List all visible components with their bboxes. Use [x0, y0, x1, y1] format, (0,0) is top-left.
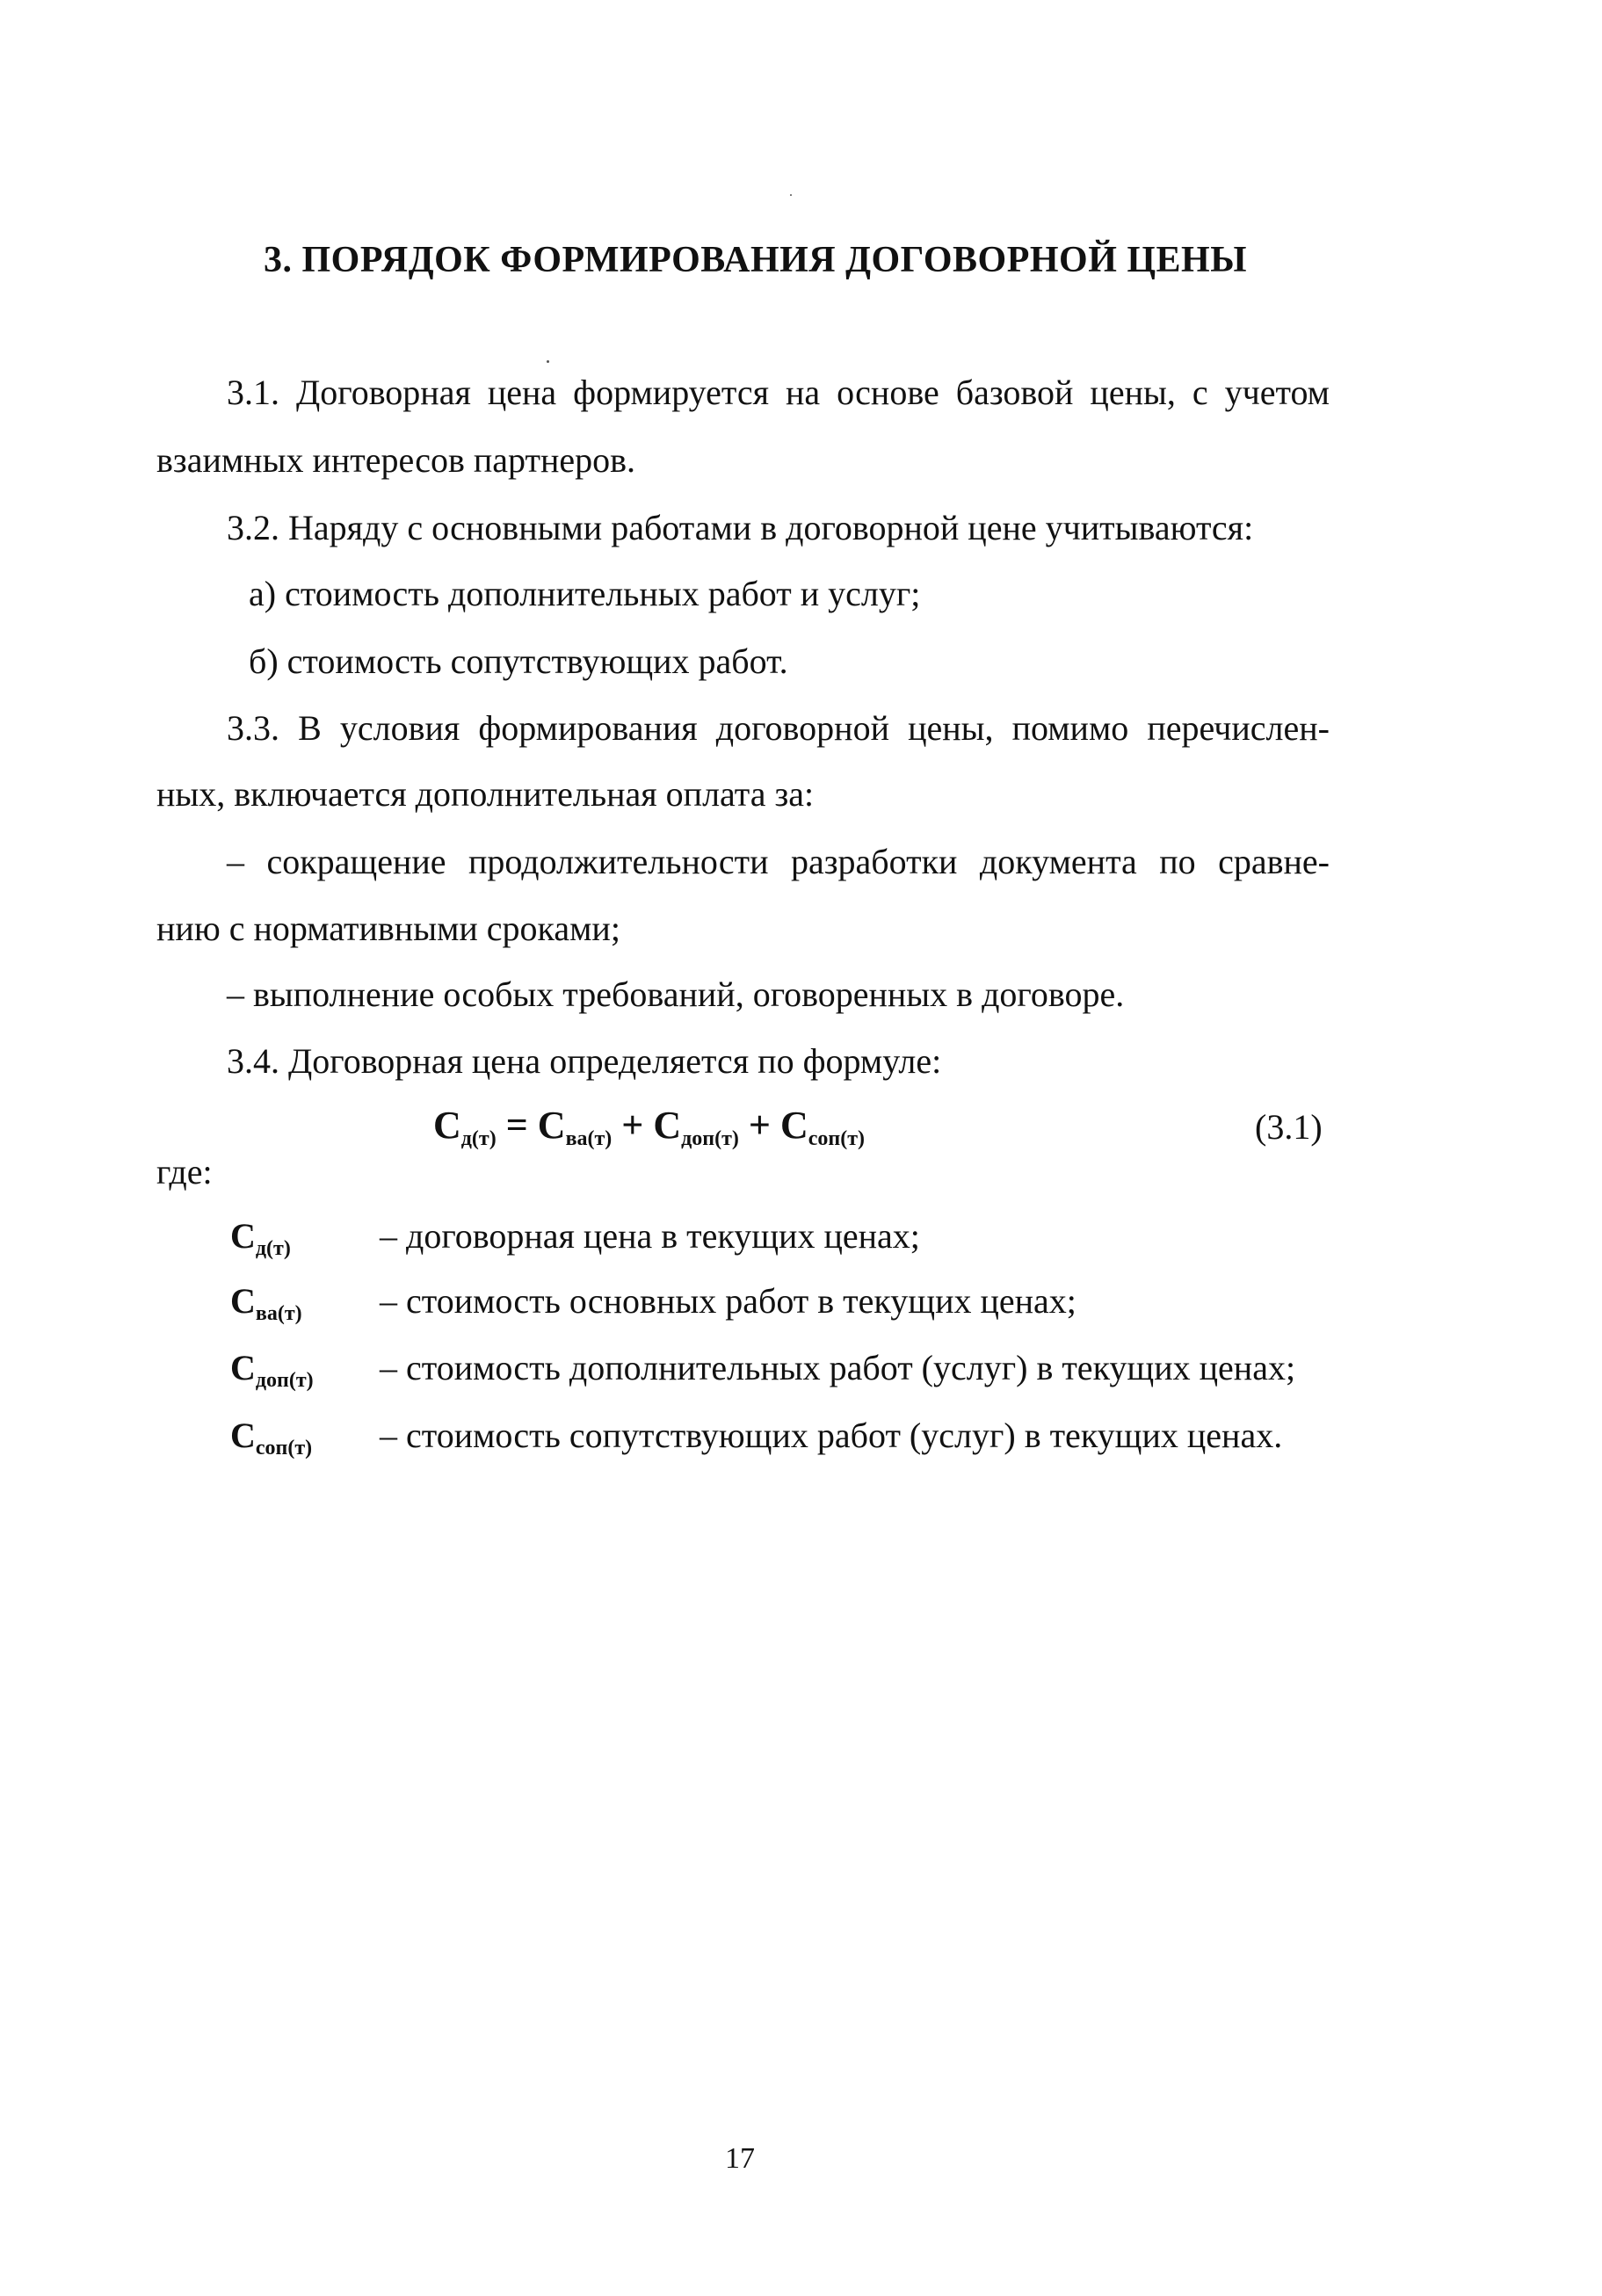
- paragraph-3-2: 3.2. Наряду с основными работами в договорной цене учитываются:: [227, 508, 1254, 547]
- section-heading: 3. ПОРЯДОК ФОРМИРОВАНИЯ ДОГОВОРНОЙ ЦЕНЫ: [264, 240, 1247, 280]
- formula-lhs: $С_{д(т)}$: [433, 1104, 497, 1150]
- formula-term-2: $С_{доп(т)}$: [653, 1104, 739, 1150]
- definition-text: – стоимость основных работ в текущих ценах;: [380, 1281, 1076, 1321]
- paragraph-3-3-line-1: 3.3. В условия формирования договорной цены, помимо перечислен-: [227, 708, 1330, 748]
- page-number: 17: [725, 2142, 755, 2175]
- formula-number: (3.1): [1255, 1107, 1323, 1147]
- formula-plus: +: [612, 1104, 654, 1147]
- definition-symbol: $С_{д(т)}$: [230, 1216, 291, 1260]
- dash-item-1-line-1: – сокращение продолжительности разработки документа по сравне-: [227, 842, 1330, 881]
- definition-text: – договорная цена в текущих ценах;: [380, 1216, 920, 1256]
- formula-equals: =: [496, 1104, 538, 1147]
- paragraph-3-1-line-2: взаимных интересов партнеров.: [156, 440, 636, 480]
- scan-speck: [547, 360, 549, 363]
- scan-speck: [790, 194, 792, 196]
- definition-symbol: $С_{доп(т)}$: [230, 1348, 314, 1392]
- paragraph-3-4: 3.4. Договорная цена определяется по формуле:: [227, 1041, 942, 1081]
- definition-text: – стоимость дополнительных работ (услуг) в текущих ценах;: [380, 1348, 1296, 1387]
- definition-symbol: $С_{соп(т)}$: [230, 1416, 313, 1459]
- list-item-a: а) стоимость дополнительных работ и услуг;: [249, 574, 921, 613]
- formula-term-1: $С_{ва(т)}$: [537, 1104, 613, 1150]
- paragraph-3-3-line-2: ных, включается дополнительная оплата за:: [156, 774, 815, 814]
- where-label: где:: [156, 1152, 213, 1191]
- formula-term-3: $С_{соп(т)}$: [779, 1104, 866, 1150]
- dash-item-1-line-2: нию с нормативными сроками;: [156, 909, 620, 948]
- dash-item-2: – выполнение особых требований, оговоренных в договоре.: [227, 974, 1125, 1014]
- definition-text: – стоимость сопутствующих работ (услуг) в текущих ценах.: [380, 1416, 1283, 1455]
- formula-3-1: [433, 1103, 865, 1151]
- list-item-b: б) стоимость сопутствующих работ.: [249, 641, 788, 681]
- definition-symbol: $С_{ва(т)}$: [230, 1281, 302, 1325]
- paragraph-3-1-line-1: 3.1. Договорная цена формируется на основе базовой цены, с учетом: [227, 373, 1330, 412]
- formula-plus: +: [738, 1104, 780, 1147]
